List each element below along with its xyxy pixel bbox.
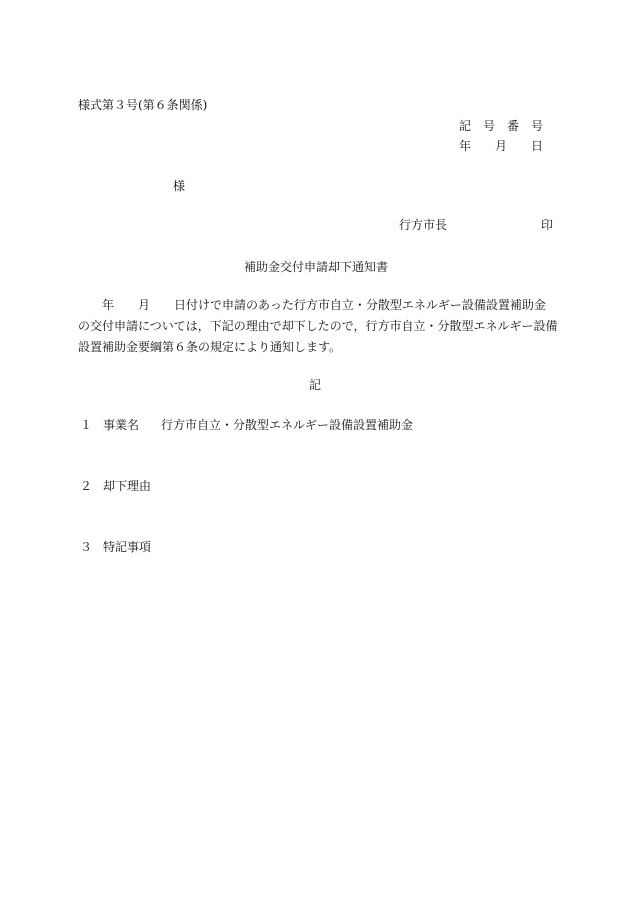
item-value: 行方市自立・分散型エネルギー設備設置補助金 — [161, 418, 414, 432]
document-title: 補助金交付申請却下通知書 — [244, 260, 389, 274]
addressee-suffix: 様 — [173, 179, 186, 193]
body-paragraph — [78, 295, 558, 358]
item-label: 却下理由 — [103, 479, 152, 493]
body-line: 年 月 日付けで申請のあった行方市自立・分散型エネルギー設備設置補助金 — [78, 298, 546, 312]
item-special-notes — [80, 539, 151, 555]
body-line: 設置補助金要綱第６条の規定により通知します。 — [78, 340, 342, 354]
item-number: ３ — [80, 540, 93, 554]
item-label: 事業名 — [103, 418, 140, 432]
item-number: １ — [80, 418, 93, 432]
date-label: 年 月 日 — [459, 139, 544, 153]
ki-heading: 記 — [309, 378, 322, 392]
body-line: の交付申請については，下記の理由で却下したので，行方市自立・分散型エネルギー設備 — [78, 319, 558, 333]
item-business-name — [80, 417, 413, 433]
form-number: 様式第３号(第６条関係) — [78, 98, 208, 112]
document-number-label: 記 号 番 号 — [459, 119, 544, 133]
seal-mark: 印 — [541, 218, 554, 232]
item-label: 特記事項 — [103, 540, 152, 554]
item-rejection-reason — [80, 478, 151, 494]
item-number: ２ — [80, 479, 93, 493]
sender-title: 行方市長 — [399, 218, 448, 232]
